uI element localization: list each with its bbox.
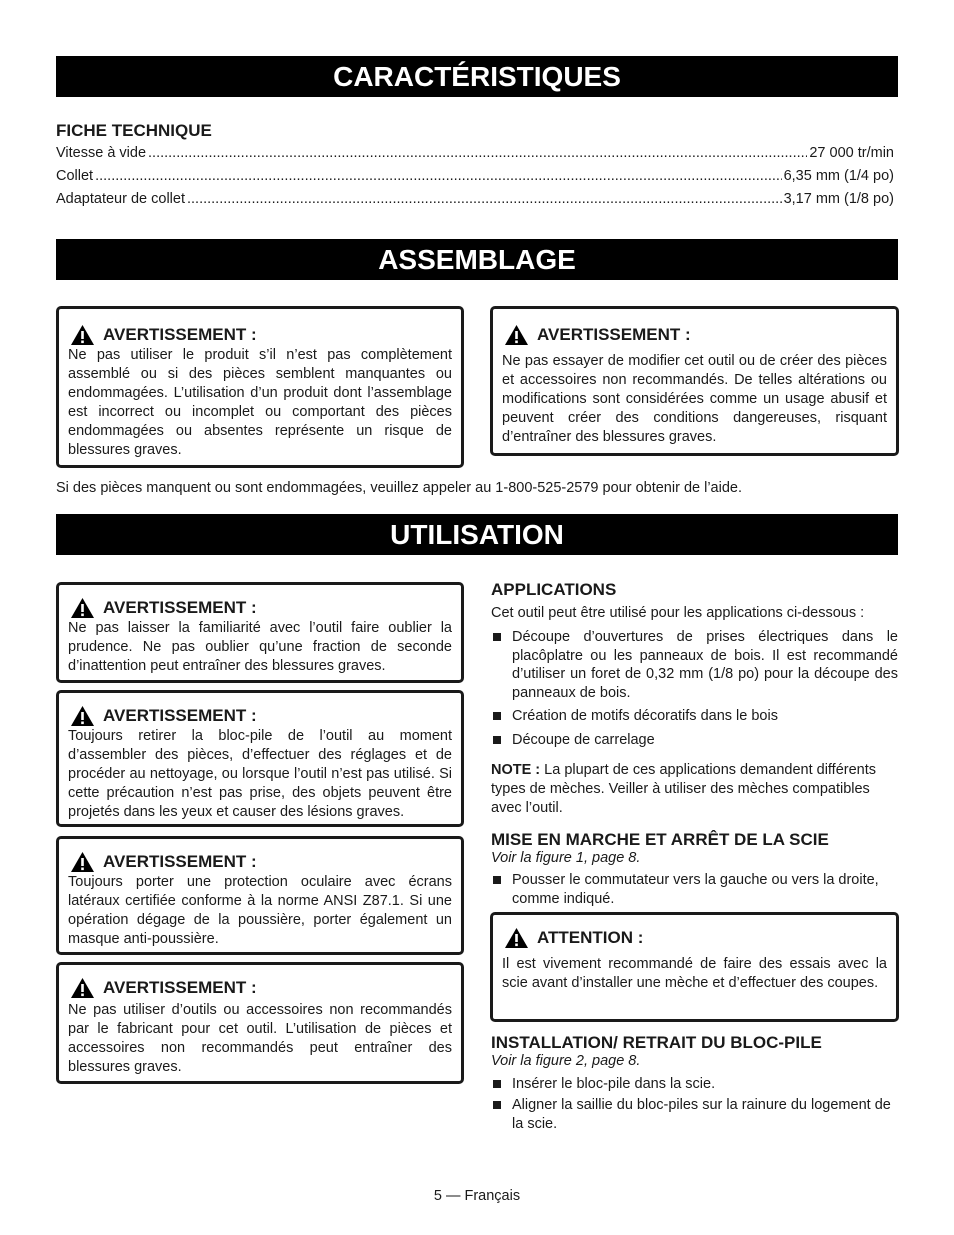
warning-title <box>70 851 452 873</box>
warning-title-text: AVERTISSEMENT : <box>103 325 257 344</box>
spec-value: 6,35 mm (1/4 po) <box>783 168 894 184</box>
marche-figure-ref: Voir la figure 1, page 8. <box>491 850 641 866</box>
list-item <box>491 871 898 908</box>
list-item-text: Pousser le commutateur vers la gauche ou vers la droite, comme indiqué. <box>512 872 879 907</box>
warning-text: Ne pas essayer de modifier cet outil ou de créer des pièces et accessoires non recommandés. De telles altérations ou modifications sont considérées comme un usage abusif et peuvent créer des conditions dangereuses, risquant d’entraîner des blessures graves. <box>502 353 887 445</box>
list-item <box>491 707 898 726</box>
applications-heading: APPLICATIONS <box>491 580 617 599</box>
square-bullet-icon <box>493 712 501 720</box>
list-item <box>491 731 898 750</box>
warning-title <box>70 597 452 619</box>
spec-label: Adaptateur de collet <box>56 191 185 207</box>
list-item-text: Création de motifs décoratifs dans le bois <box>512 708 778 724</box>
warning-triangle-icon <box>504 324 529 346</box>
warning-box <box>490 306 899 456</box>
spec-value: 27 000 tr/min <box>809 145 894 161</box>
warning-box <box>56 306 464 468</box>
applications-note <box>491 761 898 818</box>
spec-row <box>56 191 894 209</box>
dot-leader <box>187 191 782 207</box>
spec-row <box>56 168 894 186</box>
warning-title-text: AVERTISSEMENT : <box>103 978 257 997</box>
page-footer: 5 — Français <box>433 1188 521 1204</box>
square-bullet-icon <box>493 633 501 641</box>
marche-heading: MISE EN MARCHE ET ARRÊT DE LA SCIE <box>491 830 829 849</box>
warning-text: Ne pas utiliser d’outils ou accessoires non recommandés par le fabricant pour cet outil. L’utilisation de pièces et accessoires non recommandés peut entraîner des blessures graves. <box>68 1002 452 1075</box>
spec-row <box>56 145 894 163</box>
spec-label: Collet <box>56 168 94 184</box>
installation-figure-ref: Voir la figure 2, page 8. <box>491 1053 641 1069</box>
square-bullet-icon <box>493 876 501 884</box>
warning-triangle-icon <box>70 851 95 873</box>
list-item-text: Insérer le bloc-pile dans la scie. <box>512 1076 716 1092</box>
warning-box <box>56 962 464 1084</box>
warning-title-text: AVERTISSEMENT : <box>103 598 257 617</box>
warning-text: Ne pas utiliser le produit s’il n’est pas complètement assemblé ou si des pièces semblent manquantes ou endommagées. L’utilisation d’un produit dont l’assemblage est incorrect ou incomplet ou comportant des pièces endommagées ou absentes représente un risque de blessures graves. <box>68 347 452 458</box>
note-text: La plupart de ces applications demandent différents types de mèches. Veiller à utiliser des mèches compatibles avec l’outil. <box>491 762 877 816</box>
warning-text: Ne pas laisser la familiarité avec l’outil faire oublier la prudence. Ne pas oublier qu’une fraction de seconde d’inattention peut entraîner des blessures graves. <box>68 620 452 674</box>
warning-triangle-icon <box>70 977 95 999</box>
warning-triangle-icon <box>504 927 529 949</box>
square-bullet-icon <box>493 1080 501 1088</box>
attention-title <box>504 927 887 949</box>
warning-title <box>70 324 452 346</box>
attention-title-text: ATTENTION : <box>537 928 644 947</box>
warning-title-text: AVERTISSEMENT : <box>103 706 257 725</box>
warning-text: Toujours porter une protection oculaire avec écrans latéraux certifiée conforme à la norme ANSI Z87.1. Si une opération dégage de la poussière, porter également un masque anti-poussière. <box>68 874 452 947</box>
warning-triangle-icon <box>70 705 95 727</box>
note-label: NOTE : <box>491 762 541 778</box>
warning-box <box>56 690 464 827</box>
warning-text: Toujours retirer la bloc-pile de l’outil au moment d’assembler des pièces, d’effectuer des réglages et de procéder au nettoyage, ou lorsque l’outil n’est pas utilisé. Si cette précaution n’est pas prise, des objets peuvent être projetés dans les yeux et causer des lésions graves. <box>68 728 452 820</box>
warning-triangle-icon <box>70 597 95 619</box>
warning-triangle-icon <box>70 324 95 346</box>
section-banner-assemblage: ASSEMBLAGE <box>56 239 898 280</box>
warning-box <box>56 836 464 955</box>
attention-box <box>490 912 899 1022</box>
list-item <box>491 628 898 702</box>
dot-leader <box>148 145 807 161</box>
list-item-text: Aligner la saillie du bloc-piles sur la rainure du logement de la scie. <box>512 1097 891 1132</box>
warning-title-text: AVERTISSEMENT : <box>537 325 691 344</box>
attention-text: Il est vivement recommandé de faire des essais avec la scie avant d’installer une mèche et d’effectuer des coupes. <box>502 956 887 991</box>
list-item-text: Découpe d’ouvertures de prises électriques dans le placôplatre ou les panneaux de bois. Il est recommandé d’utiliser un foret de 0,32 mm (1/8 po) pour la découpe des panneaux de bois. <box>512 629 898 701</box>
list-item <box>491 1096 898 1133</box>
section-banner-utilisation: UTILISATION <box>56 514 898 555</box>
applications-intro: Cet outil peut être utilisé pour les applications ci-dessous : <box>491 605 865 621</box>
warning-title <box>70 705 452 727</box>
square-bullet-icon <box>493 1101 501 1109</box>
list-item <box>491 1075 898 1094</box>
spec-value: 3,17 mm (1/8 po) <box>783 191 894 207</box>
missing-parts-note: Si des pièces manquent ou sont endommagées, veuillez appeler au 1-800-525-2579 pour obtenir de l’aide. <box>56 480 742 496</box>
warning-box <box>56 582 464 683</box>
installation-heading: INSTALLATION/ RETRAIT DU BLOC-PILE <box>491 1033 822 1052</box>
fiche-technique-heading: FICHE TECHNIQUE <box>56 121 212 140</box>
dot-leader <box>95 168 782 184</box>
warning-title <box>70 977 452 999</box>
warning-title-text: AVERTISSEMENT : <box>103 852 257 871</box>
section-banner-caracteristiques: CARACTÉRISTIQUES <box>56 56 898 97</box>
square-bullet-icon <box>493 736 501 744</box>
spec-label: Vitesse à vide <box>56 145 147 161</box>
list-item-text: Découpe de carrelage <box>512 732 655 748</box>
warning-title <box>504 324 887 346</box>
